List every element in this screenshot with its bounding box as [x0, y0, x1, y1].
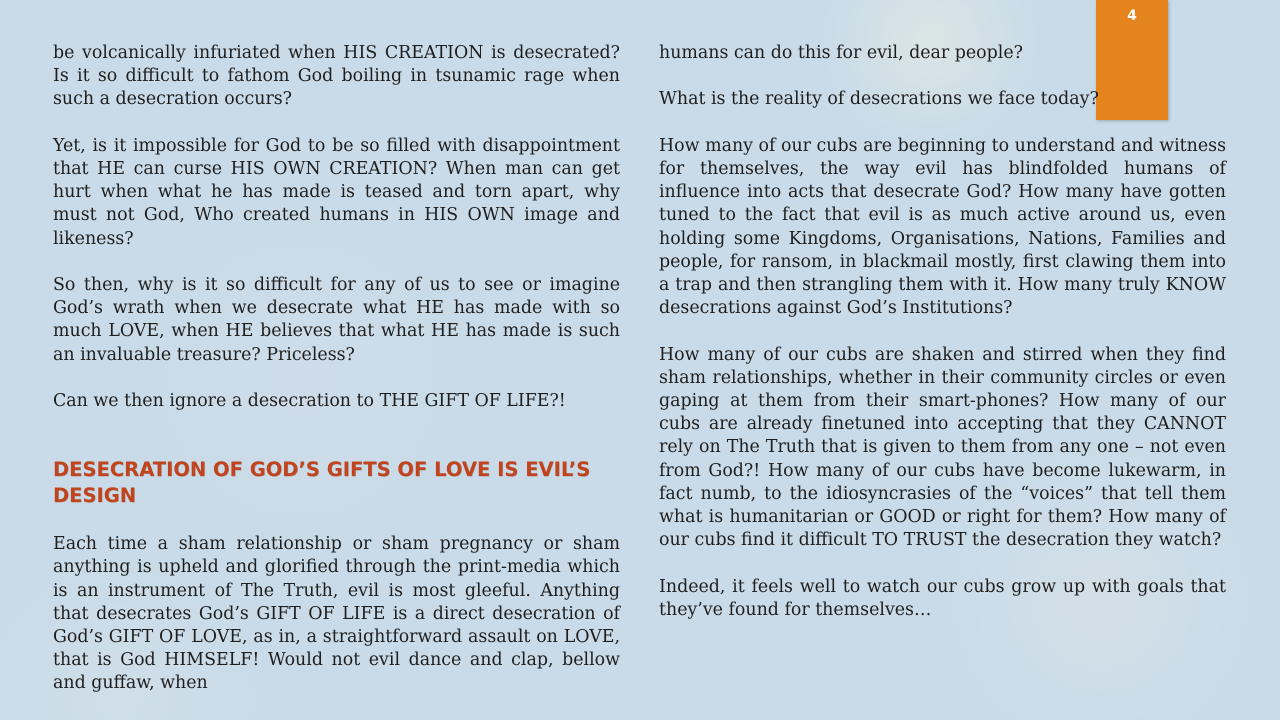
paragraph: How many of our cubs are shaken and stirred when they find sham relationships, whether in their community circles or even gaping at them from their smart-phones? How many of our cubs are already finetuned into accepting that they CANNOT rely on The Truth that is given to them from any one – not even from God?! How many of our cubs have become lukewarm, in fact numb, to the idiosyncrasies of the “voices” that tell them what is humanitarian or GOOD or right for them? How many of our cubs find it difficult TO TRUST the desecration they watch?: [659, 344, 1226, 551]
paragraph: What is the reality of desecrations we face today?: [659, 89, 1099, 110]
paragraph: Indeed, it feels well to watch our cubs grow up with goals that they’ve found for themselves…: [659, 576, 1226, 620]
section-heading: DESECRATION OF GOD’S GIFTS OF LOVE IS EVIL’S DESIGN: [53, 458, 591, 508]
paragraph: humans can do this for evil, dear people?: [659, 43, 1023, 63]
paragraph: So then, why is it so difficult for any of us to see or imagine God’s wrath when we desecrate what HE has made with so much LOVE, when HE believes that what HE has made is such an invaluable treasure? Priceless?: [53, 275, 620, 365]
page-number: 4: [1127, 8, 1137, 24]
paragraph: How many of our cubs are beginning to understand and witness for themselves, the way evil has blindfolded humans of influence into acts that desecrate God? How many have gotten tuned to the fact that evil is as much active around us, even holding some Kingdoms, Organisations, Nations, Families and people, for ransom, in blackmail mostly, first clawing them into a trap and then strangling them with it. How many truly KNOW desecrations against God’s Institutions?: [659, 135, 1226, 319]
paragraph: Each time a sham relationship or sham pregnancy or sham anything is upheld and glorified through the print-media which is an instrument of The Truth, evil is most gleeful. Anything that desecrates God’s GIFT OF LIFE is a direct desecration of God’s GIFT OF LOVE, as in, a straightforward assault on LOVE, that is God HIMSELF! Would not evil dance and clap, bellow and guffaw, when: [53, 534, 620, 694]
left-text-column: [53, 42, 620, 719]
paragraph: Yet, is it impossible for God to be so filled with disappointment that HE can curse HIS OWN CREATION? When man can get hurt when what he has made is teased and torn apart, why must not God, Who created humans in HIS OWN image and likeness?: [53, 135, 620, 249]
paragraph: Can we then ignore a desecration to THE GIFT OF LIFE?!: [53, 391, 566, 411]
paragraph: be volcanically infuriated when HIS CREATION is desecrated? Is it so difficult to fathom God boiling in tsunamic rage when such a desecration occurs?: [53, 43, 620, 110]
right-text-column: [659, 42, 1226, 645]
